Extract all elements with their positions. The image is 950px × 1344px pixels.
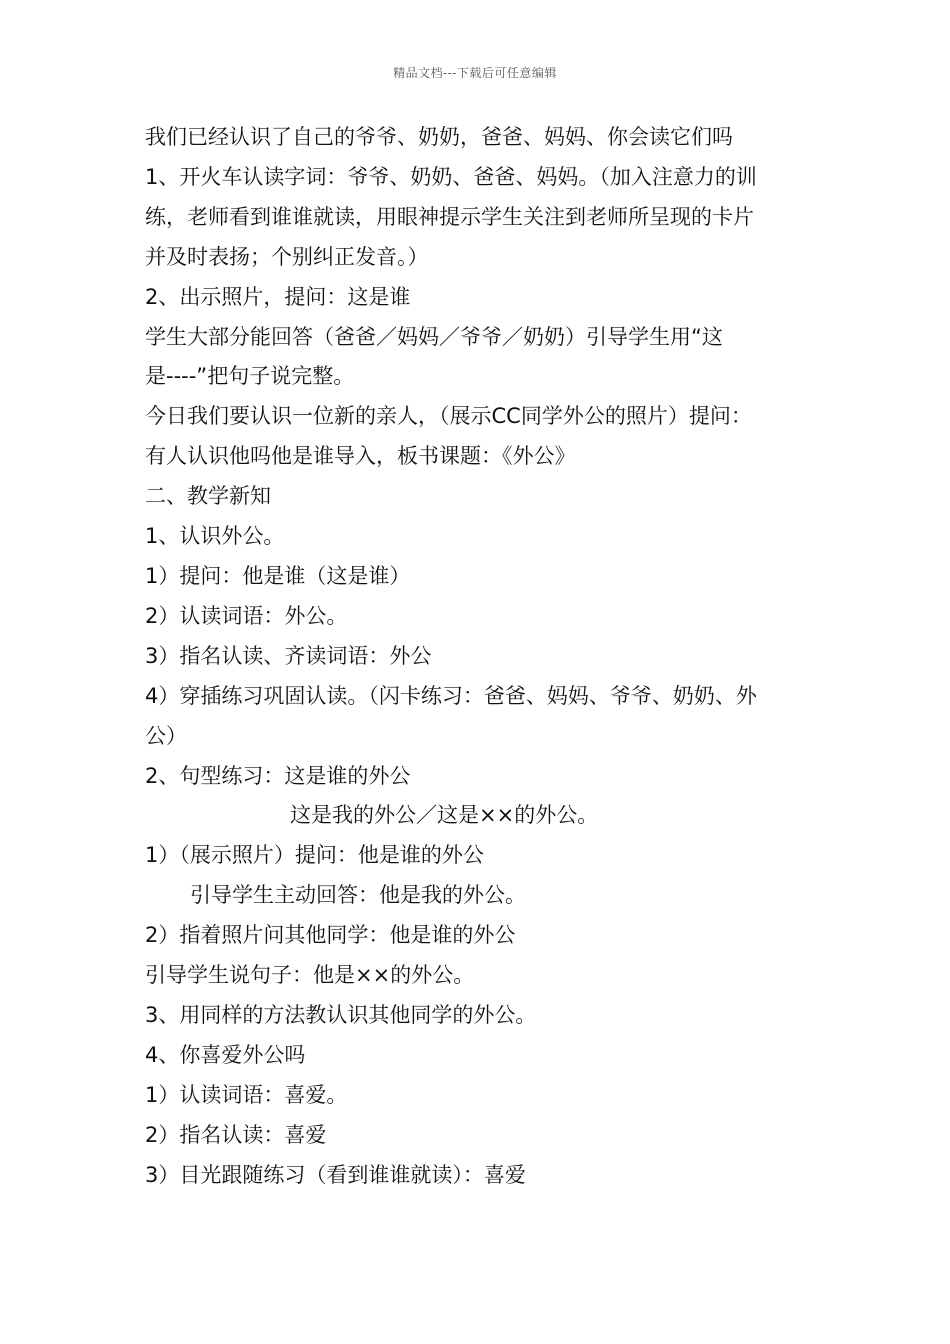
section-heading: 二、教学新知 [145, 484, 271, 509]
paragraph-line: 2、句型练习：这是谁的外公 [145, 763, 411, 788]
paragraph-line: 4、你喜爱外公吗 [145, 1042, 306, 1067]
paragraph-line: 3、用同样的方法教认识其他同学的外公。 [145, 1002, 537, 1027]
page-header: 精品文档---下载后可任意编辑 [393, 66, 557, 80]
paragraph-line: 1、认识外公。 [145, 524, 285, 549]
paragraph-line: 有人认识他吗他是谁导入，板书课题：《外公》 [145, 444, 576, 469]
paragraph-line: 4）穿插练习巩固认读。（闪卡练习：爸爸、妈妈、爷爷、奶奶、外 [145, 683, 757, 708]
paragraph-line: 1）（展示照片）提问：他是谁的外公 [145, 843, 484, 868]
paragraph-line: 是----”把句子说完整。 [145, 364, 355, 389]
paragraph-line: 引导学生说句子：他是××的外公。 [145, 963, 475, 988]
paragraph-line: 1）提问：他是谁（这是谁） [145, 563, 411, 588]
paragraph-line: 学生大部分能回答（爸爸／妈妈／爷爷／奶奶）引导学生用“这 [145, 324, 723, 349]
paragraph-line: 1、开火车认读字词：爷爷、奶奶、爸爸、妈妈。（加入注意力的训 [145, 164, 757, 189]
paragraph-line: 并及时表扬；个别纠正发音。） [145, 244, 429, 269]
document-body [145, 118, 817, 1195]
paragraph-line: 我们已经认识了自己的爷爷、奶奶，爸爸、妈妈、你会读它们吗 [145, 125, 733, 149]
paragraph-line: 3）指名认读、齐读词语：外公 [145, 643, 432, 668]
paragraph-line: 2、出示照片，提问：这是谁 [145, 284, 411, 309]
paragraph-line: 练，老师看到谁谁就读，用眼神提示学生关注到老师所呈现的卡片 [145, 204, 754, 229]
paragraph-line: 1）认读词语：喜爱。 [145, 1082, 348, 1107]
paragraph-line: 2）认读词语：外公。 [145, 603, 348, 628]
paragraph-line: 公） [145, 723, 187, 748]
paragraph-line: 2）指名认读：喜爱 [145, 1122, 327, 1147]
paragraph-line: 这是我的外公／这是××的外公。 [290, 803, 599, 828]
paragraph-line: 2）指着照片问其他同学：他是谁的外公 [145, 923, 516, 948]
paragraph-line: 3）目光跟随练习（看到谁谁就读）：喜爱 [145, 1162, 526, 1187]
paragraph-line: 今日我们要认识一位新的亲人，（展示CC同学外公的照片）提问： [145, 404, 752, 429]
paragraph-line: 引导学生主动回答：他是我的外公。 [190, 883, 526, 908]
